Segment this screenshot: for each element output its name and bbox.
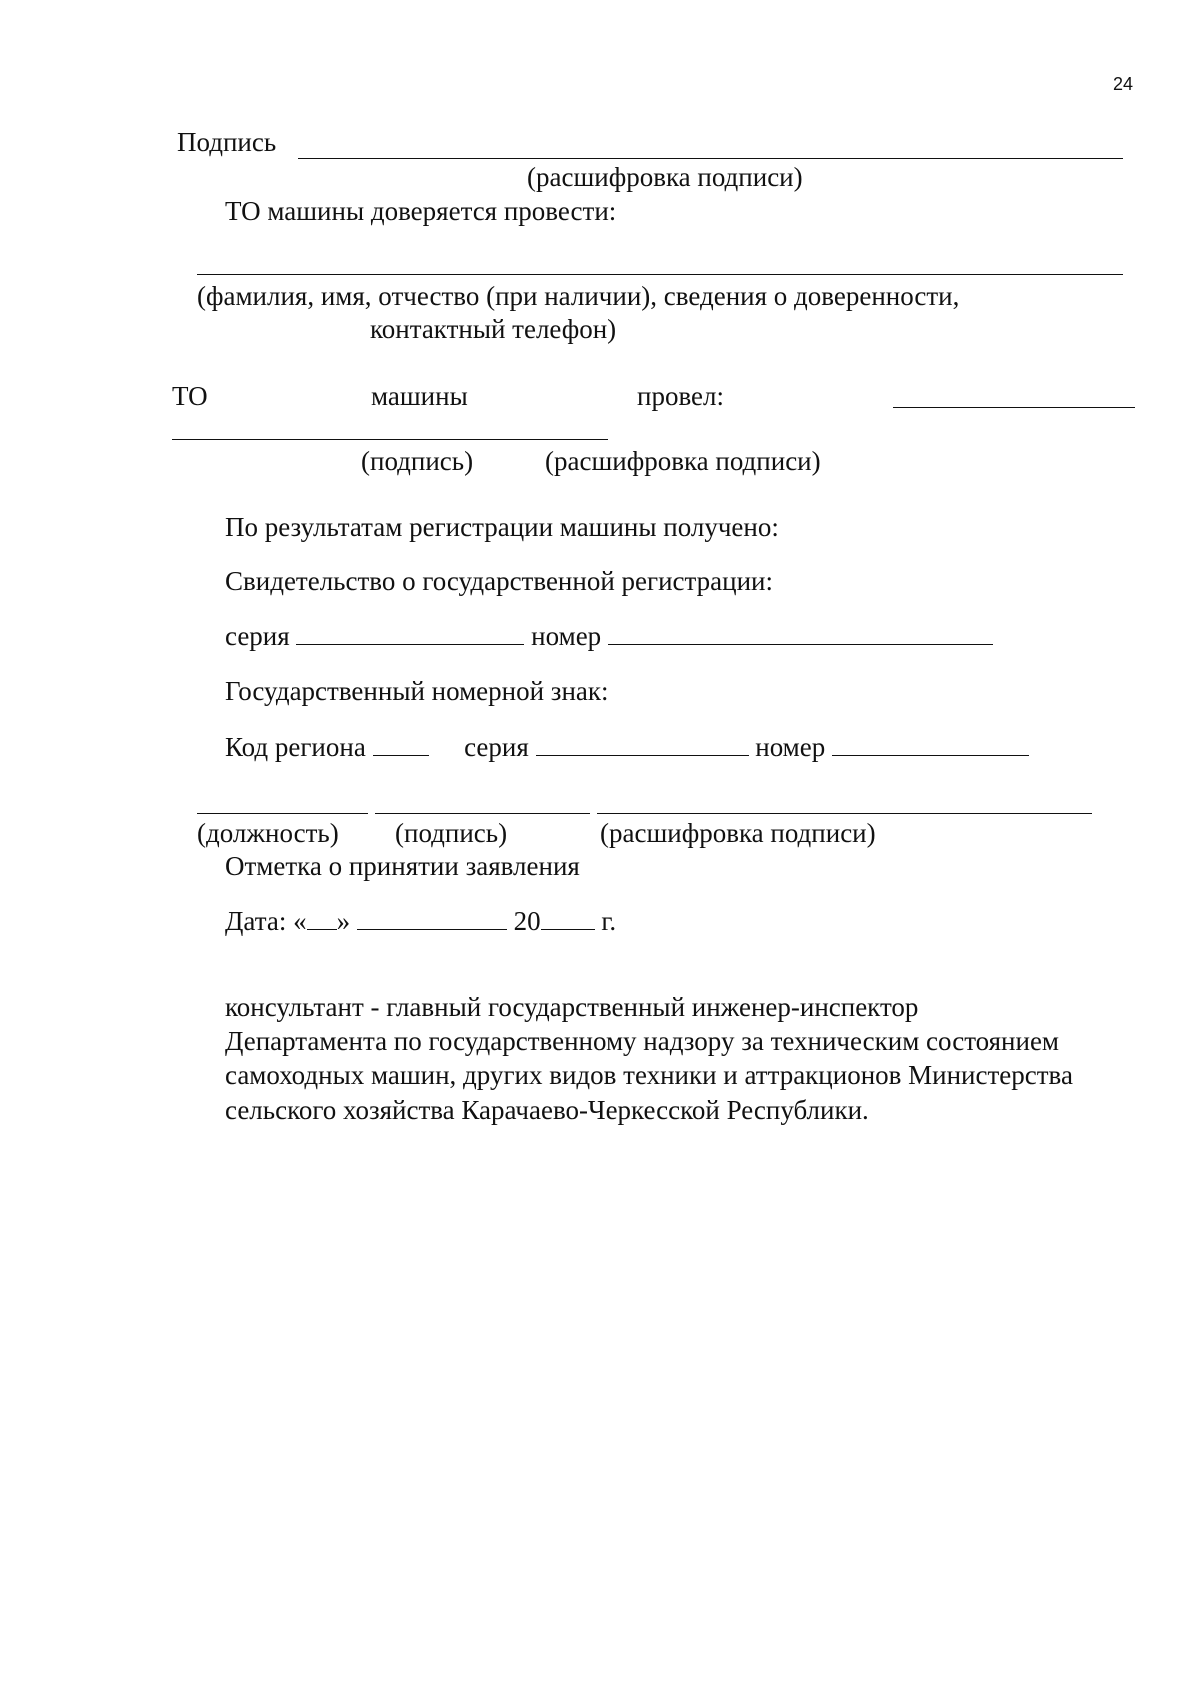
- region-code-label: Код региона: [225, 732, 366, 762]
- trust-caption-line1: (фамилия, имя, отчество (при наличии), сведения о доверенности,: [197, 281, 960, 311]
- signature-blank-line[interactable]: [298, 158, 1123, 159]
- registration-results-text: По результатам регистрации машины получено:: [225, 512, 779, 542]
- signature-decode-caption: (расшифровка подписи): [527, 162, 803, 192]
- signature-label: Подпись: [177, 127, 277, 157]
- trust-person-blank-line[interactable]: [197, 274, 1123, 275]
- plate-heading: Государственный номерной знак:: [225, 676, 609, 706]
- trust-intro: ТО машины доверяется провести:: [225, 196, 617, 226]
- date-quote-close: »: [336, 906, 351, 936]
- trust-caption-line2: контактный телефон): [370, 314, 617, 344]
- certificate-number-blank[interactable]: [608, 620, 993, 645]
- date-day-blank[interactable]: [307, 905, 337, 930]
- acceptance-note: Отметка о принятии заявления: [225, 851, 580, 881]
- plate-number-label: номер: [755, 732, 826, 762]
- footer-line-3: самоходных машин, других видов техники и аттракционов Министерства: [225, 1060, 1073, 1090]
- inspector-signature-blank-line[interactable]: [172, 439, 608, 440]
- footer-line-1: консультант - главный государственный инженер-инспектор: [225, 992, 919, 1022]
- date-row: [225, 905, 616, 937]
- official-position-blank-line[interactable]: [197, 813, 368, 814]
- region-code-blank[interactable]: [373, 731, 429, 756]
- footer-line-2: Департамента по государственному надзору за техническим состоянием: [225, 1026, 1060, 1056]
- certificate-heading: Свидетельство о государственной регистрации:: [225, 566, 773, 596]
- plate-series-blank[interactable]: [536, 731, 749, 756]
- official-decode-blank-line[interactable]: [597, 813, 1092, 814]
- certificate-series-row: [225, 620, 993, 652]
- date-year-blank[interactable]: [541, 905, 595, 930]
- plate-row: [225, 731, 1029, 763]
- footer-line-4: сельского хозяйства Карачаево-Черкесской Республики.: [225, 1095, 869, 1125]
- official-signature-blank-line[interactable]: [375, 813, 590, 814]
- official-position-caption: (должность): [197, 818, 339, 848]
- inspector-blank-line[interactable]: [893, 407, 1135, 408]
- official-decode-caption: (расшифровка подписи): [600, 818, 876, 848]
- certificate-series-blank[interactable]: [296, 620, 524, 645]
- certificate-number-label: номер: [531, 621, 602, 651]
- inspection-word-to: ТО: [172, 381, 208, 411]
- inspection-word-performed: провел:: [637, 381, 724, 411]
- inspection-signature-caption: (подпись): [361, 446, 474, 476]
- page-number: 24: [1113, 74, 1134, 94]
- date-month-blank[interactable]: [357, 905, 507, 930]
- plate-number-blank[interactable]: [832, 731, 1029, 756]
- date-year-prefix: 20: [513, 906, 541, 936]
- date-label: Дата: «: [225, 906, 307, 936]
- plate-series-label: серия: [464, 732, 529, 762]
- date-year-suffix: г.: [601, 906, 617, 936]
- inspection-decode-caption: (расшифровка подписи): [545, 446, 821, 476]
- inspection-word-machine: машины: [371, 381, 468, 411]
- official-signature-caption: (подпись): [395, 818, 508, 848]
- certificate-series-label: серия: [225, 621, 290, 651]
